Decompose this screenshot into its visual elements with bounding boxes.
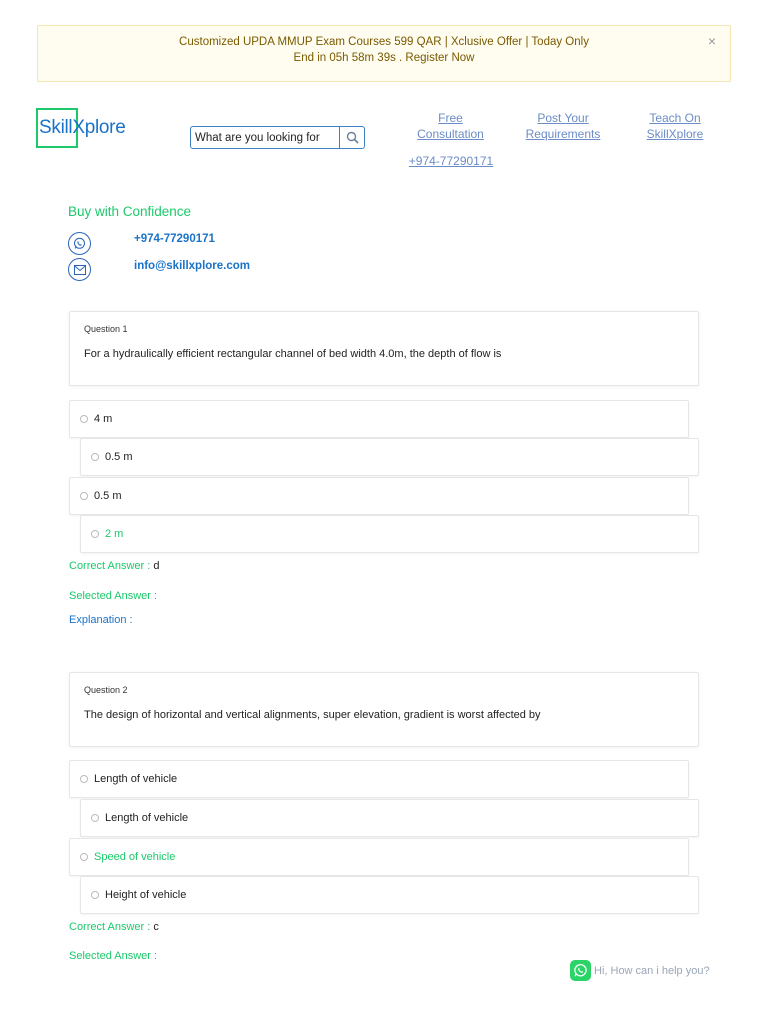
contact-email[interactable]: info@skillxplore.com xyxy=(134,260,251,272)
radio-icon xyxy=(80,853,88,861)
option-label: 0.5 m xyxy=(94,490,122,502)
radio-icon xyxy=(91,891,99,899)
promo-banner-line1: Customized UPDA MMUP Exam Courses 599 QAR | Xclusive Offer | Today Only xyxy=(179,36,589,48)
contact-phone-row[interactable] xyxy=(68,232,215,255)
radio-icon xyxy=(80,492,88,500)
question-text: For a hydraulically efficient rectangular channel of bed width 4.0m, the depth of flow is xyxy=(84,348,502,360)
buy-with-confidence-heading: Buy with Confidence xyxy=(68,204,192,219)
teach-line1: Teach On xyxy=(649,111,701,125)
answer-option-d[interactable] xyxy=(80,515,699,553)
selected-answer-label: Selected Answer : xyxy=(69,590,158,602)
correct-answer xyxy=(69,921,159,933)
question-card xyxy=(69,672,699,747)
option-label: 0.5 m xyxy=(105,451,133,463)
answer-option-b[interactable] xyxy=(80,799,699,837)
radio-icon xyxy=(91,453,99,461)
radio-icon xyxy=(80,775,88,783)
radio-icon xyxy=(91,814,99,822)
explanation-label: Explanation : xyxy=(69,614,133,626)
selected-answer-label: Selected Answer : xyxy=(69,950,158,962)
promo-banner[interactable] xyxy=(37,25,731,82)
logo[interactable] xyxy=(36,108,126,148)
option-label: Length of vehicle xyxy=(94,773,178,785)
radio-icon xyxy=(80,415,88,423)
option-label: 4 m xyxy=(94,413,113,425)
correct-answer-value: c xyxy=(153,921,159,933)
question-text: The design of horizontal and vertical alignments, super elevation, gradient is worst affected by xyxy=(84,709,541,721)
answer-option-d[interactable] xyxy=(80,876,699,914)
whatsapp-icon xyxy=(68,232,91,255)
envelope-icon xyxy=(68,258,91,281)
option-label: Height of vehicle xyxy=(105,889,187,901)
answer-option-c[interactable] xyxy=(69,838,689,876)
question-number: Question 1 xyxy=(84,324,128,334)
search-input[interactable] xyxy=(191,127,339,148)
post-requirements-line2: Requirements xyxy=(525,127,601,141)
answer-option-a[interactable] xyxy=(69,400,689,438)
promo-banner-line2: End in 05h 58m 39s . Register Now xyxy=(293,52,475,64)
option-label: Length of vehicle xyxy=(105,812,189,824)
answer-option-c[interactable] xyxy=(69,477,689,515)
post-requirements-line1: Post Your xyxy=(537,111,589,125)
search-icon xyxy=(346,131,359,144)
radio-icon xyxy=(91,530,99,538)
answer-option-b[interactable] xyxy=(80,438,699,476)
correct-answer-value: d xyxy=(153,560,160,572)
option-label: 2 m xyxy=(105,528,124,540)
search-button[interactable] xyxy=(339,127,364,148)
teach-link[interactable] xyxy=(640,110,710,142)
close-icon[interactable]: × xyxy=(707,33,716,49)
selected-answer xyxy=(69,950,157,962)
free-consultation-line1: Free xyxy=(438,111,463,125)
whatsapp-chat-icon[interactable] xyxy=(570,960,591,981)
question-card xyxy=(69,311,699,386)
correct-answer-label: Correct Answer : xyxy=(69,921,151,933)
answer-option-a[interactable] xyxy=(69,760,689,798)
question-number: Question 2 xyxy=(84,685,128,695)
contact-phone[interactable]: +974-77290171 xyxy=(134,233,215,245)
free-consultation-link[interactable] xyxy=(412,110,489,142)
logo-text: SkillXplore xyxy=(39,117,126,138)
correct-answer xyxy=(69,560,160,572)
selected-answer xyxy=(69,590,157,602)
search-bar xyxy=(190,126,365,149)
post-requirements-link[interactable] xyxy=(518,110,608,142)
teach-line2: SkillXplore xyxy=(646,127,704,141)
chat-message: Hi, How can i help you? xyxy=(594,964,710,977)
option-label: Speed of vehicle xyxy=(94,851,176,863)
chat-widget[interactable] xyxy=(570,960,710,981)
header-phone-link[interactable]: +974-77290171 xyxy=(408,154,494,168)
contact-email-row[interactable] xyxy=(68,258,251,281)
free-consultation-line2: Consultation xyxy=(417,127,484,141)
correct-answer-label: Correct Answer : xyxy=(69,560,151,572)
